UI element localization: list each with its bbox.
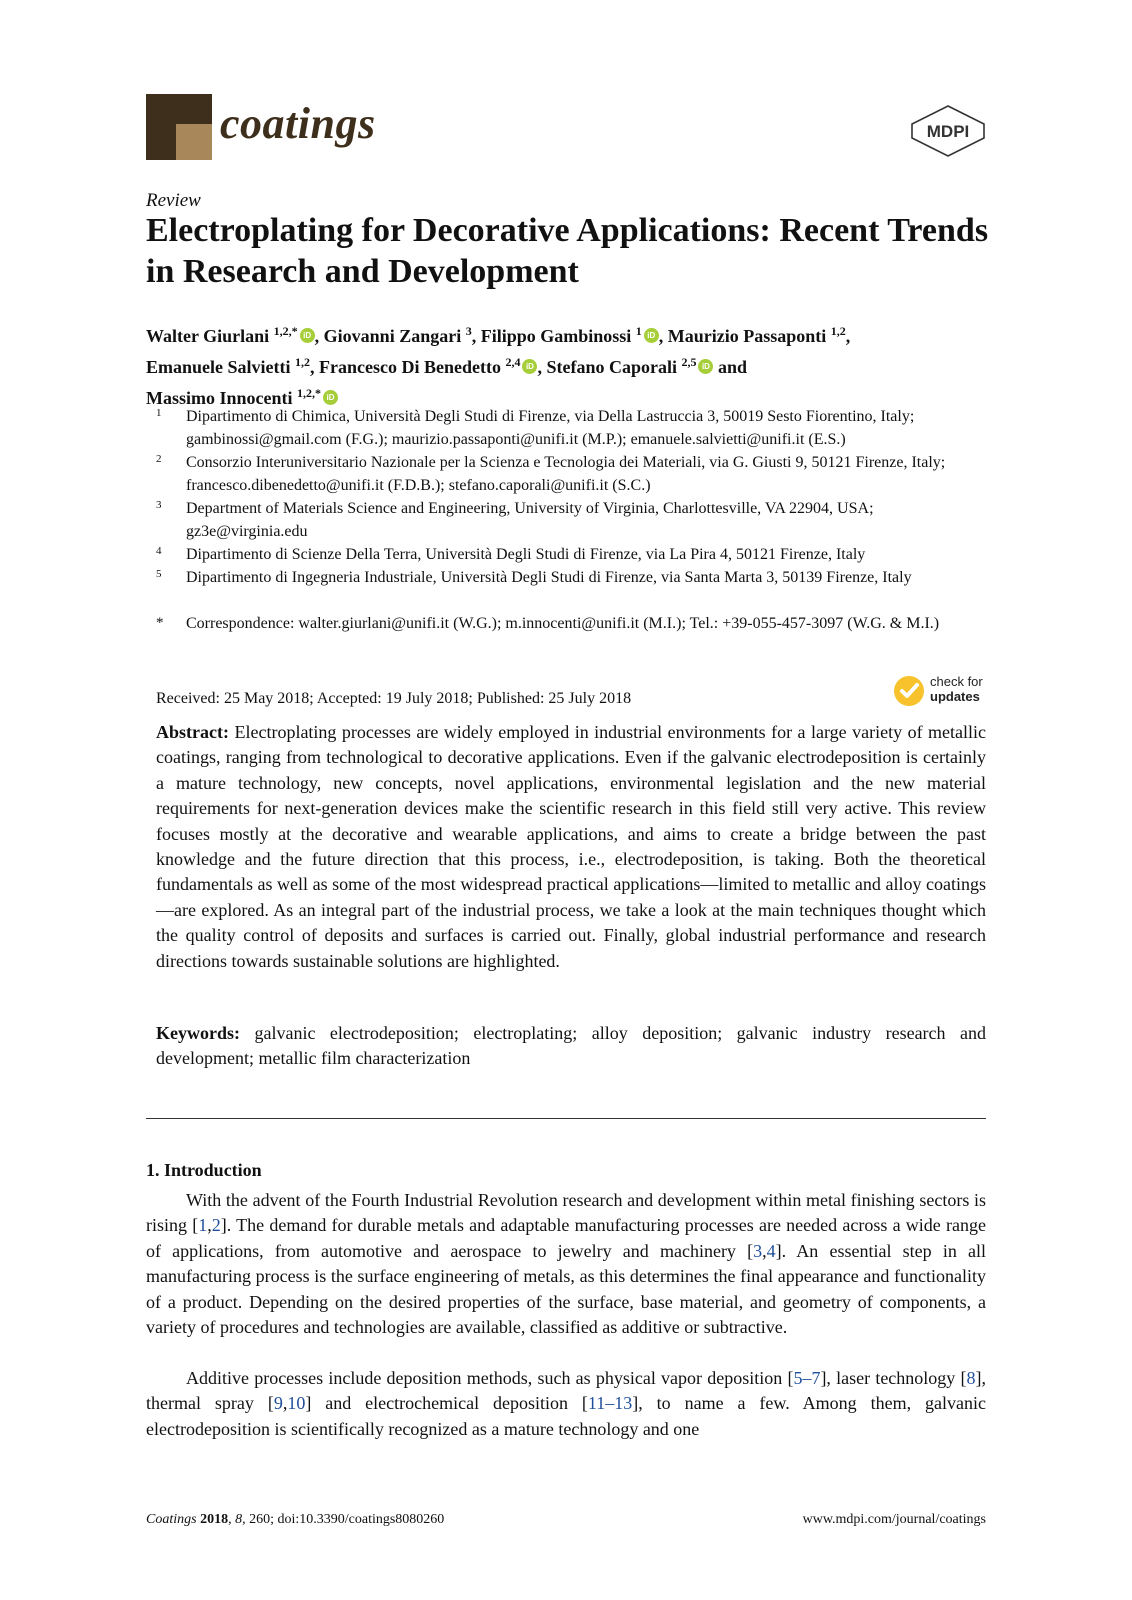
keywords	[156, 1021, 986, 1072]
author-2: Giovanni Zangari $^3$,	[323, 324, 481, 346]
article-type: Review	[146, 190, 201, 211]
journal-name: coatings	[220, 99, 376, 148]
footer-citation: Coatings 2018, 8, 260; doi:10.3390/coatings8080260	[146, 1512, 445, 1527]
affiliation-3: 3 Department of Materials Science and Engineering, University of Virginia, Charlottesville, VA 22904, USA; gz3e@virginia.edu	[156, 499, 874, 540]
keywords-label: Keywords:	[156, 1023, 240, 1043]
journal-logo-inner	[176, 124, 212, 160]
author-8: Massimo Innocenti $^{1,2,*}$ iD	[146, 388, 338, 408]
citation-link[interactable]: 5–7	[793, 1368, 821, 1388]
dates-line: Received: 25 May 2018; Accepted: 19 July 2018; Published: 25 July 2018	[156, 690, 632, 707]
citation-link[interactable]: 4	[766, 1240, 776, 1261]
mdpi-logo	[908, 104, 988, 158]
author-3: Filippo Gambinossi $^1$ iD ,	[480, 324, 668, 346]
author-7: Stefano Caporali $^{2,5}$ iD and	[546, 355, 747, 377]
author-5: Emanuele Salvietti $^{1,2}$,	[146, 355, 319, 377]
section-heading: 1. Introduction	[146, 1160, 262, 1180]
orcid-icon[interactable]: iD	[644, 328, 659, 343]
author-1: Walter Giurlani $^{1,2,*}$ iD ,	[146, 324, 324, 346]
orcid-icon[interactable]: iD	[522, 359, 537, 374]
citation-link[interactable]: 2	[211, 1215, 221, 1236]
orcid-icon[interactable]: iD	[300, 328, 315, 343]
orcid-icon[interactable]: iD	[698, 359, 713, 374]
publisher-name: MDPI	[926, 122, 970, 141]
citation-link[interactable]: 10	[287, 1393, 306, 1414]
affiliation-4: 4 Dipartimento di Scienze Della Terra, Università Degli Studi di Firenze, via La Pira 4, 50121 Firenze, Italy	[156, 545, 866, 563]
author-list	[146, 318, 1006, 411]
citation-link[interactable]: 11–13	[587, 1393, 633, 1414]
author-4: Maurizio Passaponti $^{1,2}$,	[667, 324, 851, 346]
intro-paragraph-1: With the advent of the Fourth Industrial Revolution research and development within metal finishing sectors is rising [1,2]. The demand for durable metals and adaptable manufacturing processes are needed across a wide range of applications, from automotive and aerospace to jewelry and machinery [3,4]. An essential step in all manufacturing process is the surface engineering of metals, as this determines the final appearance and functionality of a product. Depending on the desired properties of the surface, base material, and geometry of components, a variety of procedures and technologies are available, classified as additive or subtractive.	[146, 1190, 987, 1338]
citation-link[interactable]: 8	[966, 1368, 976, 1388]
correspondence: * Correspondence: walter.giurlani@unifi.it (W.G.); m.innocenti@unifi.it (M.I.); Tel.: +39-055-457-3097 (W.G. & M.I.)	[156, 615, 940, 632]
citation-link[interactable]: 3	[753, 1240, 763, 1261]
abstract-label: Abstract:	[156, 722, 229, 742]
affiliation-2: 2 Consorzio Interuniversitario Nazionale per la Scienza e Tecnologia dei Materiali, via G. Giusti 9, 50121 Firenze, Italy; francesco.dibenedetto@unifi.it (F.D.B.); stefano.caporali@unifi.it (S.C.)	[156, 453, 946, 494]
divider	[146, 1118, 986, 1119]
abstract-text: Electroplating processes are widely employed in industrial environments for a large variety of metallic coatings, ranging from technological to decorative applications. Even if the galvanic electrodeposition is certainly a mature technology, new concepts, novel applications, environmental legislation and the new material requirements for next-generation devices make the scientific research in this field still very active. This review focuses mostly at the decorative and wearable applications, and aims to create a bridge between the past knowledge and the future direction that this process, i.e., electrodeposition, is taking. Both the theoretical fundamentals as well as some of the most widespread practical applications—limited to metallic and alloy coatings—are explored. As an integral part of the industrial process, we take a look at the main techniques thought which the quality control of deposits and surfaces is carried out. Finally, global industrial performance and research directions towards sustainable solutions are highlighted.	[156, 722, 986, 971]
keywords-text: galvanic electrodeposition; electroplating; alloy deposition; galvanic industry research and development; metallic film characterization	[156, 1023, 986, 1069]
intro-paragraph-2: Additive processes include deposition methods, such as physical vapor deposition [5–7], laser technology [8], thermal spray [9,10] and electrochemical deposition [11–13], to name a few. Among them, galvanic electrodeposition is scientifically recognized as a mature technology and one	[146, 1368, 986, 1439]
citation-link[interactable]: 1	[198, 1215, 208, 1236]
check-icon	[892, 674, 926, 708]
check-updates-text: check for updates	[930, 674, 983, 704]
journal-logo	[146, 94, 212, 160]
citation-link[interactable]: 9	[273, 1393, 283, 1414]
footer-url[interactable]: www.mdpi.com/journal/coatings	[802, 1512, 986, 1527]
abstract	[156, 720, 986, 974]
author-6: Francesco Di Benedetto $^{2,4}$ iD ,	[319, 355, 547, 377]
orcid-icon[interactable]: iD	[323, 390, 338, 405]
affiliation-5: 5 Dipartimento di Ingegneria Industriale, Università Degli Studi di Firenze, via Santa Marta 3, 50139 Firenze, Italy	[156, 568, 912, 586]
article-title: Electroplating for Decorative Applications: Recent Trends in Research and Development	[146, 212, 989, 290]
affiliation-1: 1 Dipartimento di Chimica, Università Degli Studi di Firenze, via Della Lastruccia 3, 50019 Sesto Fiorentino, Italy; gambinossi@gmail.com (F.G.); maurizio.passaponti@unifi.it (M.P.); emanuele.salvietti@unifi.it (E.S.)	[156, 407, 915, 448]
check-for-updates-badge[interactable]	[892, 672, 1002, 712]
